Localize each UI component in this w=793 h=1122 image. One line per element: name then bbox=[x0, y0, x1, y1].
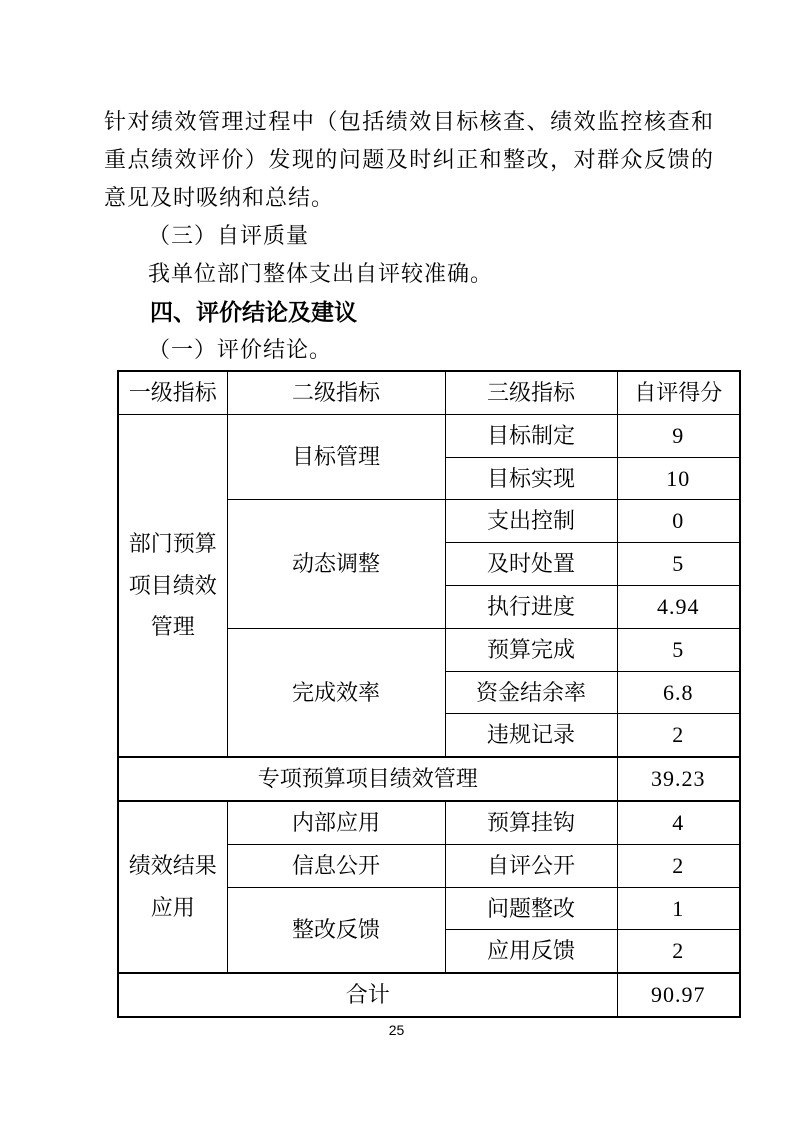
cell-indicator: 预算完成 bbox=[445, 628, 617, 671]
cell-score: 10 bbox=[617, 457, 740, 500]
cell-score: 2 bbox=[617, 930, 740, 973]
cell-special-label: 专项预算项目绩效管理 bbox=[118, 757, 617, 801]
cell-level2-completion: 完成效率 bbox=[227, 628, 445, 757]
cell-indicator: 资金结余率 bbox=[445, 671, 617, 714]
cell-level2-dynamic: 动态调整 bbox=[227, 500, 445, 628]
document-body bbox=[104, 103, 714, 369]
cell-level2-goal: 目标管理 bbox=[227, 414, 445, 500]
cell-indicator: 自评公开 bbox=[445, 844, 617, 887]
page-number: 25 bbox=[388, 1022, 405, 1038]
header-level2: 二级指标 bbox=[227, 371, 445, 414]
cell-score: 4 bbox=[617, 801, 740, 844]
header-score: 自评得分 bbox=[617, 371, 740, 414]
special-budget-row bbox=[118, 757, 740, 801]
cell-score: 1 bbox=[617, 887, 740, 930]
paragraph-rectification: 针对绩效管理过程中（包括绩效目标核查、绩效监控核查和重点绩效评价）发现的问题及时纠正和整改，对群众反馈的意见及时吸纳和总结。 bbox=[104, 109, 714, 210]
cell-total-label: 合计 bbox=[118, 973, 617, 1017]
cell-total-score: 90.97 bbox=[617, 973, 740, 1017]
paragraph-self-eval-quality-title: （三）自评质量 bbox=[148, 223, 310, 248]
table-row bbox=[118, 414, 740, 457]
cell-score: 5 bbox=[617, 628, 740, 671]
cell-indicator: 支出控制 bbox=[445, 500, 617, 543]
evaluation-score-table bbox=[117, 370, 741, 1018]
cell-indicator: 执行进度 bbox=[445, 585, 617, 628]
section-heading-conclusion: 四、评价结论及建议 bbox=[150, 299, 357, 325]
cell-score: 2 bbox=[617, 844, 740, 887]
header-level1: 一级指标 bbox=[118, 371, 227, 414]
total-row bbox=[118, 973, 740, 1017]
cell-level2-rect: 整改反馈 bbox=[227, 887, 445, 973]
cell-score: 6.8 bbox=[617, 671, 740, 714]
paragraph-eval-conclusion-title: （一）评价结论。 bbox=[148, 337, 333, 362]
cell-indicator: 预算挂钩 bbox=[445, 801, 617, 844]
table-row bbox=[118, 801, 740, 844]
cell-level2-internal: 内部应用 bbox=[227, 801, 445, 844]
cell-score: 0 bbox=[617, 500, 740, 543]
cell-indicator: 及时处置 bbox=[445, 543, 617, 586]
cell-indicator: 应用反馈 bbox=[445, 930, 617, 973]
cell-indicator: 目标实现 bbox=[445, 457, 617, 500]
cell-score: 9 bbox=[617, 414, 740, 457]
cell-level2-info: 信息公开 bbox=[227, 844, 445, 887]
cell-score: 5 bbox=[617, 543, 740, 586]
cell-level1-dept: 部门预算项目绩效管理 bbox=[118, 414, 227, 757]
table-header-row bbox=[118, 371, 740, 414]
cell-score: 4.94 bbox=[617, 585, 740, 628]
cell-indicator: 违规记录 bbox=[445, 714, 617, 757]
cell-indicator: 目标制定 bbox=[445, 414, 617, 457]
cell-indicator: 问题整改 bbox=[445, 887, 617, 930]
cell-special-score: 39.23 bbox=[617, 757, 740, 801]
paragraph-self-eval-quality-body: 我单位部门整体支出自评较准确。 bbox=[148, 261, 494, 286]
cell-level1-result: 绩效结果应用 bbox=[118, 801, 227, 973]
cell-score: 2 bbox=[617, 714, 740, 757]
header-level3: 三级指标 bbox=[445, 371, 617, 414]
